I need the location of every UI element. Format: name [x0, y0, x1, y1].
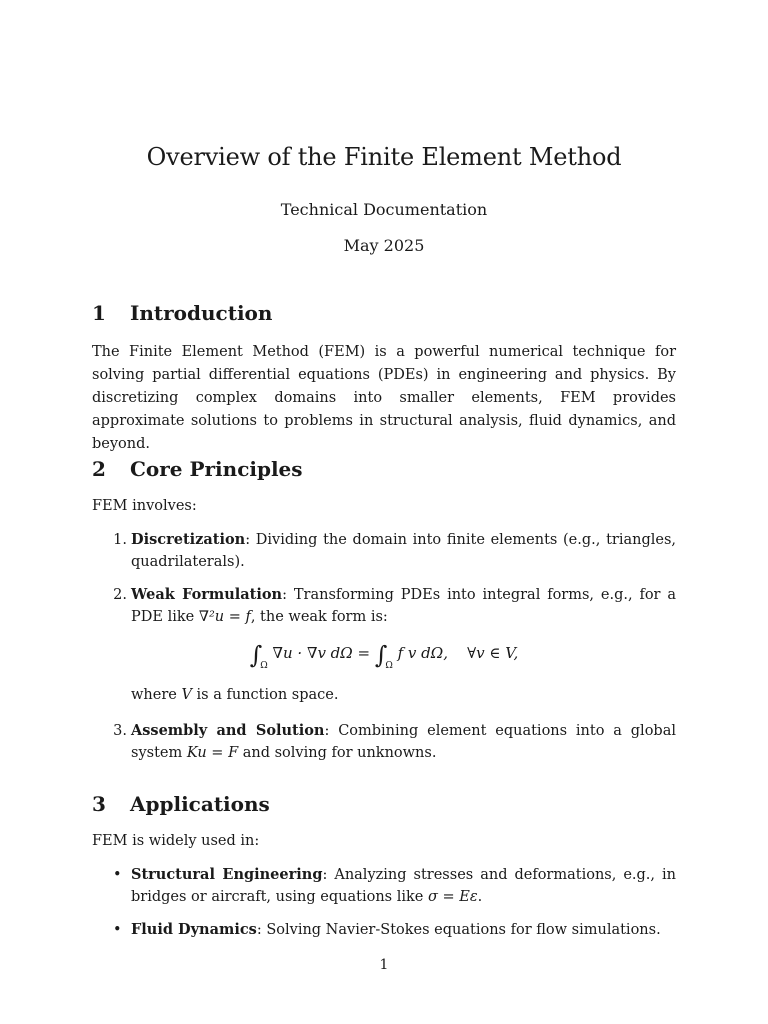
item-term: Assembly and Solution [131, 722, 325, 739]
list-marker: 3. [113, 723, 127, 739]
section-title: Core Principles [130, 457, 303, 481]
page-number: 1 [379, 957, 389, 973]
item-text: : Analyzing stresses and deformations, e.g., in bridges or aircraft, using equations like [131, 867, 676, 905]
pde-expression: ∇²u = f [198, 609, 251, 625]
list-marker: 1. [113, 532, 127, 548]
list-item [113, 919, 676, 941]
equation-lhs: ∇u · ∇v dΩ = [272, 644, 375, 662]
list-item [113, 529, 676, 573]
integral-domain: Ω [385, 661, 393, 671]
document-date: May 2025 [343, 236, 425, 255]
list-item [113, 720, 676, 764]
item-term: Discretization [131, 531, 246, 548]
bullet-marker: • [113, 867, 122, 883]
integral-symbol: ∫ [249, 641, 263, 669]
weak-form-equation [0, 641, 768, 671]
section-number: 3 [92, 792, 106, 816]
section-number: 1 [92, 301, 106, 325]
item-text: : Combining element equations into a global system [131, 723, 676, 761]
stress-equation: σ = Eε [427, 889, 478, 905]
note-variable: V [181, 687, 192, 703]
section-title: Applications [130, 792, 270, 816]
document-author: Technical Documentation [280, 200, 488, 219]
function-space-note [131, 687, 338, 703]
note-text: is a function space. [191, 687, 339, 703]
section-heading-applications [92, 792, 270, 816]
integral-symbol: ∫ [374, 641, 388, 669]
integral-domain: Ω [260, 661, 268, 671]
section-title: Introduction [130, 301, 273, 325]
section-heading-core-principles [92, 457, 303, 481]
section-heading-introduction [92, 301, 272, 325]
applications-intro: FEM is widely used in: [92, 833, 260, 849]
document-title: Overview of the Finite Element Method [146, 143, 622, 171]
equation-quantifier: ∀v ∈ V, [467, 644, 519, 662]
item-text: , the weak form is: [250, 609, 388, 625]
core-principles-intro: FEM involves: [92, 498, 197, 514]
item-text: and solving for unknowns. [238, 745, 437, 761]
item-text: : Transforming PDEs into integral forms, e.g., for a PDE like [131, 587, 676, 625]
list-item [113, 864, 676, 908]
bullet-marker: • [113, 922, 122, 938]
item-term: Structural Engineering [131, 866, 323, 883]
item-text: . [477, 889, 483, 905]
list-item [113, 584, 676, 628]
list-marker: 2. [113, 587, 127, 603]
item-text: : Solving Navier-Stokes equations for flow simulations. [256, 922, 661, 938]
section-number: 2 [92, 457, 106, 481]
item-term: Weak Formulation [131, 586, 283, 603]
introduction-paragraph: The Finite Element Method (FEM) is a powerful numerical technique for solving partial differential equations (PDEs) in engineering and physics. By discretizing complex domains into smaller elements, FEM provides approximate solutions to problems in structural analysis, fluid dynamics, and beyond. [92, 344, 676, 452]
system-expression: Ku = F [186, 745, 239, 761]
item-text: : Dividing the domain into finite elements (e.g., triangles, quadrilaterals). [131, 532, 676, 570]
equation-rhs: f v dΩ, [397, 644, 448, 662]
item-term: Fluid Dynamics [131, 921, 257, 938]
note-text: where [131, 687, 182, 703]
